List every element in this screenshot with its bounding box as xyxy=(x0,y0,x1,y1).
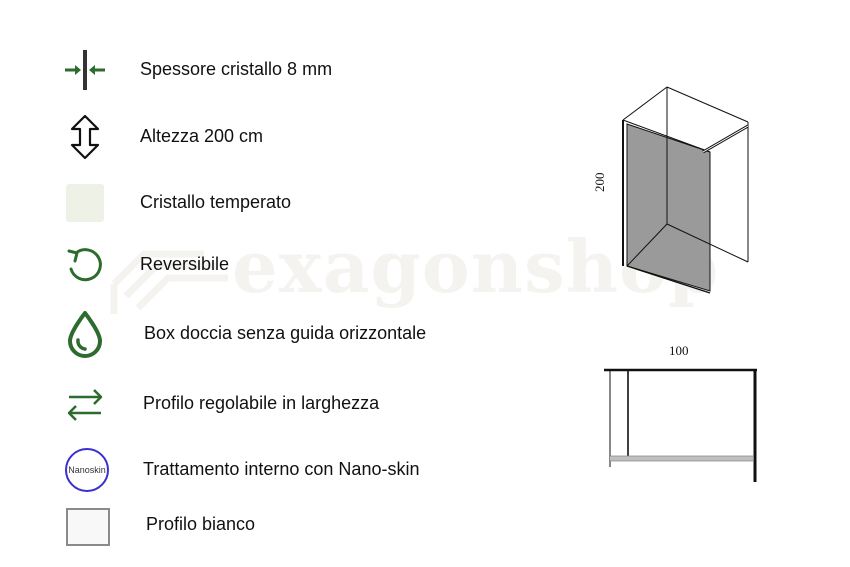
feature-label: Cristallo temperato xyxy=(140,192,292,212)
white-profile-icon xyxy=(64,506,112,548)
feature-label: Trattamento interno con Nano-skin xyxy=(143,459,420,479)
feature-row-width-adjust xyxy=(0,379,520,429)
tempered-glass-icon xyxy=(60,178,110,228)
height-arrows-icon xyxy=(60,112,110,162)
feature-label: Profilo regolabile in larghezza xyxy=(143,393,380,413)
water-drop-icon xyxy=(60,309,110,359)
feature-row-nanoskin xyxy=(0,445,520,495)
height-dimension-label: 200 xyxy=(592,172,607,192)
watermark-brand: exagonshop xyxy=(232,224,720,309)
shower-plan-diagram xyxy=(600,362,764,488)
width-adjust-icon xyxy=(60,379,110,429)
feature-row-thickness xyxy=(0,45,520,95)
feature-label: Spessore cristallo 8 mm xyxy=(140,59,333,79)
feature-row-white-profile xyxy=(0,500,520,550)
nanoskin-badge-text: Nanoskin xyxy=(68,465,106,475)
feature-label: Profilo bianco xyxy=(146,514,256,534)
feature-row-reversible xyxy=(0,240,520,290)
feature-row-no-guide xyxy=(0,309,520,359)
feature-label: Box doccia senza guida orizzontale xyxy=(144,323,427,343)
width-dimension-label: 100 xyxy=(669,343,689,358)
feature-row-tempered xyxy=(0,178,520,228)
shower-perspective-diagram xyxy=(590,82,760,298)
feature-row-height xyxy=(0,112,520,162)
feature-label: Reversibile xyxy=(140,254,230,274)
glass-thickness-icon xyxy=(60,45,110,95)
reversible-icon xyxy=(60,240,110,290)
nanoskin-badge-icon xyxy=(62,445,112,495)
feature-label: Altezza 200 cm xyxy=(140,126,264,146)
